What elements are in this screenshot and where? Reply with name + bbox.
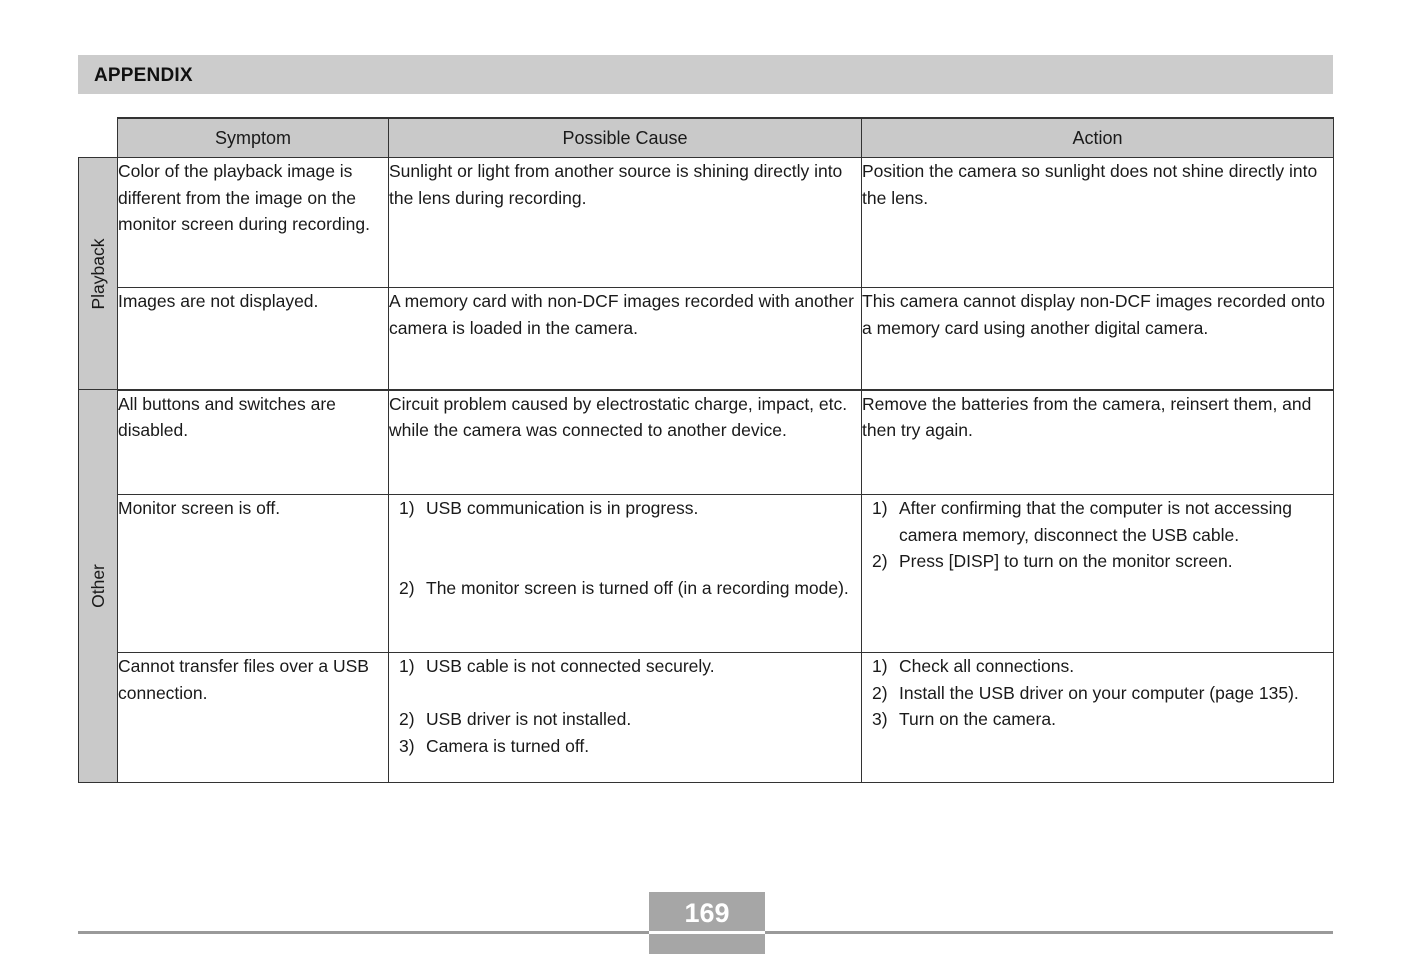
list-number: 2) xyxy=(399,709,415,729)
section-title: APPENDIX xyxy=(94,65,193,86)
list-number: 1) xyxy=(872,656,888,676)
category-cell-other xyxy=(79,390,118,783)
table-row xyxy=(79,495,1334,653)
list-number: 3) xyxy=(872,709,888,729)
action-list-item xyxy=(872,706,1333,733)
column-header-action: Action xyxy=(862,118,1334,158)
symptom-cell: Cannot transfer files over a USB connection. xyxy=(118,653,389,783)
list-text: Turn on the camera. xyxy=(899,709,1056,729)
cause-list-item xyxy=(399,653,861,680)
list-text: Camera is turned off. xyxy=(426,735,590,756)
page-number-divider xyxy=(649,931,765,934)
list-text: After confirming that the computer is not accessing camera memory, disconnect the USB cable. xyxy=(899,498,1292,545)
symptom-cell: Monitor screen is off. xyxy=(118,495,389,653)
cause-list-item xyxy=(399,495,861,522)
table-row xyxy=(79,653,1334,783)
list-number: 1) xyxy=(872,498,888,518)
cause-cell: Circuit problem caused by electrostatic charge, impact, etc. while the camera was connected to another device. xyxy=(389,390,862,495)
cause-cell xyxy=(389,653,862,783)
list-text: Press [DISP] to turn on the monitor screen. xyxy=(899,551,1233,571)
action-list-item xyxy=(872,680,1333,707)
symptom-cell: All buttons and switches are disabled. xyxy=(118,390,389,495)
cause-cell xyxy=(389,495,862,653)
cause-list-item xyxy=(399,733,861,760)
table-header-row xyxy=(79,118,1334,158)
list-number: 1) xyxy=(399,498,415,518)
section-header-bar xyxy=(78,55,1333,94)
list-number: 2) xyxy=(872,551,888,571)
action-cell: This camera cannot display non-DCF images recorded onto a memory card using another digital camera. xyxy=(862,288,1334,390)
action-cell xyxy=(862,495,1334,653)
cause-list-item xyxy=(399,575,861,602)
list-text: USB communication is in progress. xyxy=(426,498,699,518)
symptom-cell: Images are not displayed. xyxy=(118,288,389,390)
cause-cell: Sunlight or light from another source is shining directly into the lens during recording. xyxy=(389,158,862,288)
action-cell: Remove the batteries from the camera, reinsert them, and then try again. xyxy=(862,390,1334,495)
list-text: USB driver is not installed. xyxy=(426,709,632,729)
table-row xyxy=(79,390,1334,495)
list-number: 2) xyxy=(872,682,888,703)
list-number: 1) xyxy=(399,656,415,676)
list-text: The monitor screen is turned off (in a recording mode). xyxy=(426,577,849,598)
list-number: 3) xyxy=(399,735,415,756)
list-number: 2) xyxy=(399,577,415,598)
action-list-item xyxy=(872,495,1333,548)
page-number-box xyxy=(649,892,765,954)
page-number: 169 xyxy=(684,898,730,928)
table-row xyxy=(79,158,1334,288)
category-cell-playback xyxy=(79,158,118,390)
table-header-corner xyxy=(79,118,118,158)
list-text: Install the USB driver on your computer (page 135). xyxy=(899,682,1299,703)
action-cell xyxy=(862,653,1334,783)
action-list-item xyxy=(872,548,1333,575)
list-text: Check all connections. xyxy=(899,656,1075,676)
column-header-cause: Possible Cause xyxy=(389,118,862,158)
list-text: USB cable is not connected securely. xyxy=(426,656,715,676)
action-cell: Position the camera so sunlight does not shine directly into the lens. xyxy=(862,158,1334,288)
category-label-playback: Playback xyxy=(87,237,108,310)
cause-cell: A memory card with non-DCF images recorded with another camera is loaded in the camera. xyxy=(389,288,862,390)
action-list-item xyxy=(872,653,1333,680)
category-label-other: Other xyxy=(87,564,108,608)
troubleshooting-table xyxy=(78,117,1334,783)
table-row xyxy=(79,288,1334,390)
symptom-cell: Color of the playback image is different from the image on the monitor screen during recording. xyxy=(118,158,389,288)
cause-list-item xyxy=(399,706,861,733)
column-header-symptom: Symptom xyxy=(118,118,389,158)
